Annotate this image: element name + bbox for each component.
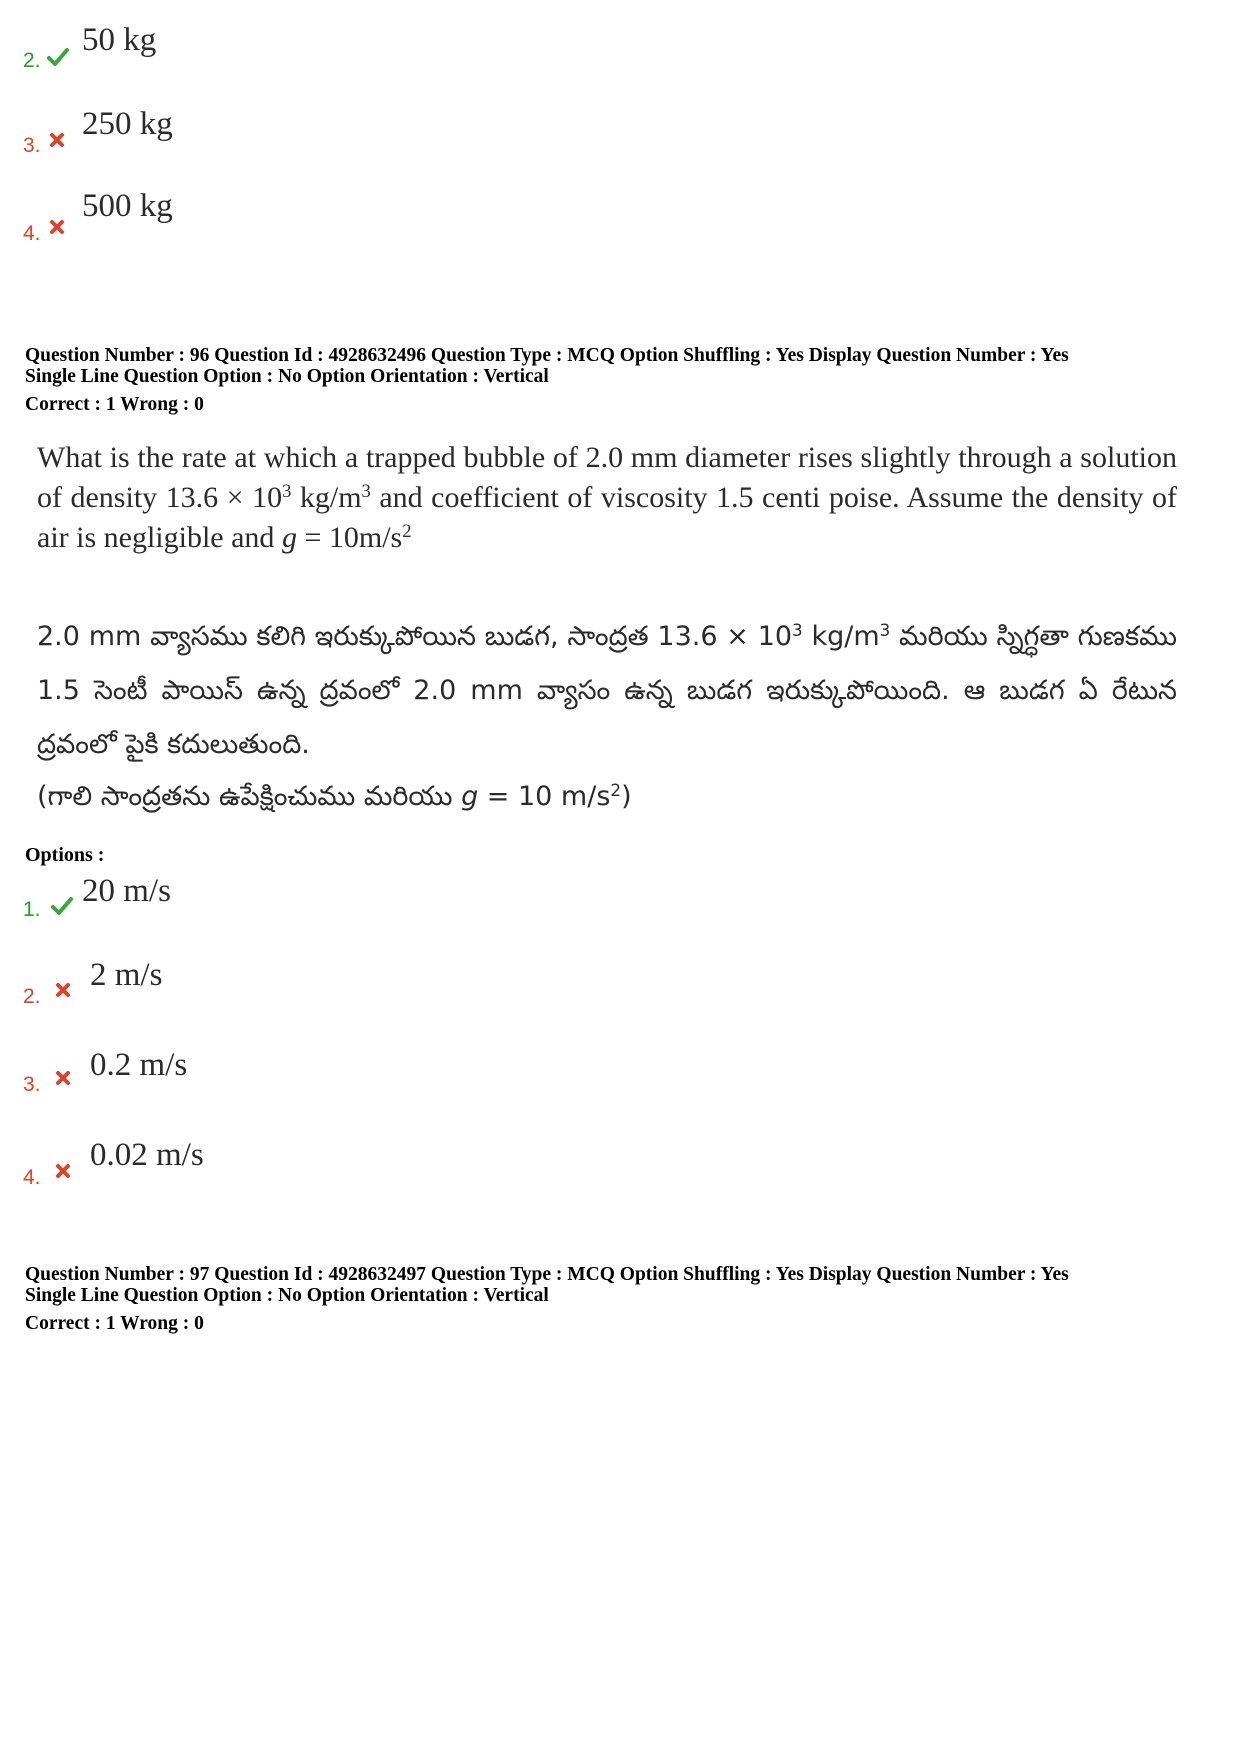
check-icon [46, 45, 70, 69]
option-text: 20 m/s [82, 873, 171, 909]
question-text-telugu: 2.0 mm వ్యాసము కలిగి ఇరుక్కుపోయిన బుడగ, సాంద్రత $13.6 \times 10^3$ $kg/m^3$ మరియు స్నిగ్ధతా గుణకము 1.5 సెంటీ పాయిస్ ఉన్న ద్రవంలో 2.0 mm వ్యాసం ఉన్న బుడగ ఇరుక్కుపోయింది. ఆ బుడగ ఏ రేటున ద్రవంలో పైకి కదులుతుంది. [37, 619, 1177, 760]
question-score-line: Correct : 1 Wrong : 0 [25, 394, 204, 415]
question-score-line: Correct : 1 Wrong : 0 [25, 1313, 204, 1334]
option-number: 4. [23, 1166, 41, 1189]
option-number: 3. [23, 1073, 41, 1096]
question-text-english: What is the rate at which a trapped bubble of 2.0 mm diameter rises slightly through a solution of density $13.6 \times 10^3$ $kg/m^3$ and coefficient of viscosity 1.5 centi poise. Assume the density of air is negligible and $g = 10m/s^2$ [37, 441, 1177, 554]
options-label: Options : [25, 844, 105, 866]
question-meta-line: Single Line Question Option : No Option Orientation : Vertical [25, 366, 549, 387]
check-icon [50, 894, 74, 918]
option-number: 2. [23, 985, 41, 1008]
option-text: 2 m/s [90, 957, 163, 993]
option-number: 3. [23, 134, 41, 157]
option-text: 0.02 m/s [90, 1137, 204, 1173]
option-text: 0.2 m/s [90, 1047, 188, 1083]
cross-icon [54, 981, 72, 999]
option-number: 4. [23, 222, 41, 245]
option-number: 1. [23, 898, 41, 921]
option-text: 50 kg [82, 22, 157, 58]
question-meta-line: Question Number : 97 Question Id : 4928632497 Question Type : MCQ Option Shuffling : Yes Display Question Number : Yes [25, 1264, 1069, 1285]
cross-icon [54, 1069, 72, 1087]
cross-icon [48, 131, 66, 149]
question-text-telugu-note: (గాలి సాంద్రతను ఉపేక్షించుము మరియు g = 10 $m/s^2$) [37, 779, 632, 812]
option-number: 2. [23, 49, 41, 72]
option-text: 250 kg [82, 106, 173, 142]
question-meta-line: Question Number : 96 Question Id : 4928632496 Question Type : MCQ Option Shuffling : Yes Display Question Number : Yes [25, 345, 1069, 366]
cross-icon [54, 1162, 72, 1180]
cross-icon [48, 218, 66, 236]
option-text: 500 kg [82, 188, 173, 224]
question-meta-line: Single Line Question Option : No Option Orientation : Vertical [25, 1285, 549, 1306]
